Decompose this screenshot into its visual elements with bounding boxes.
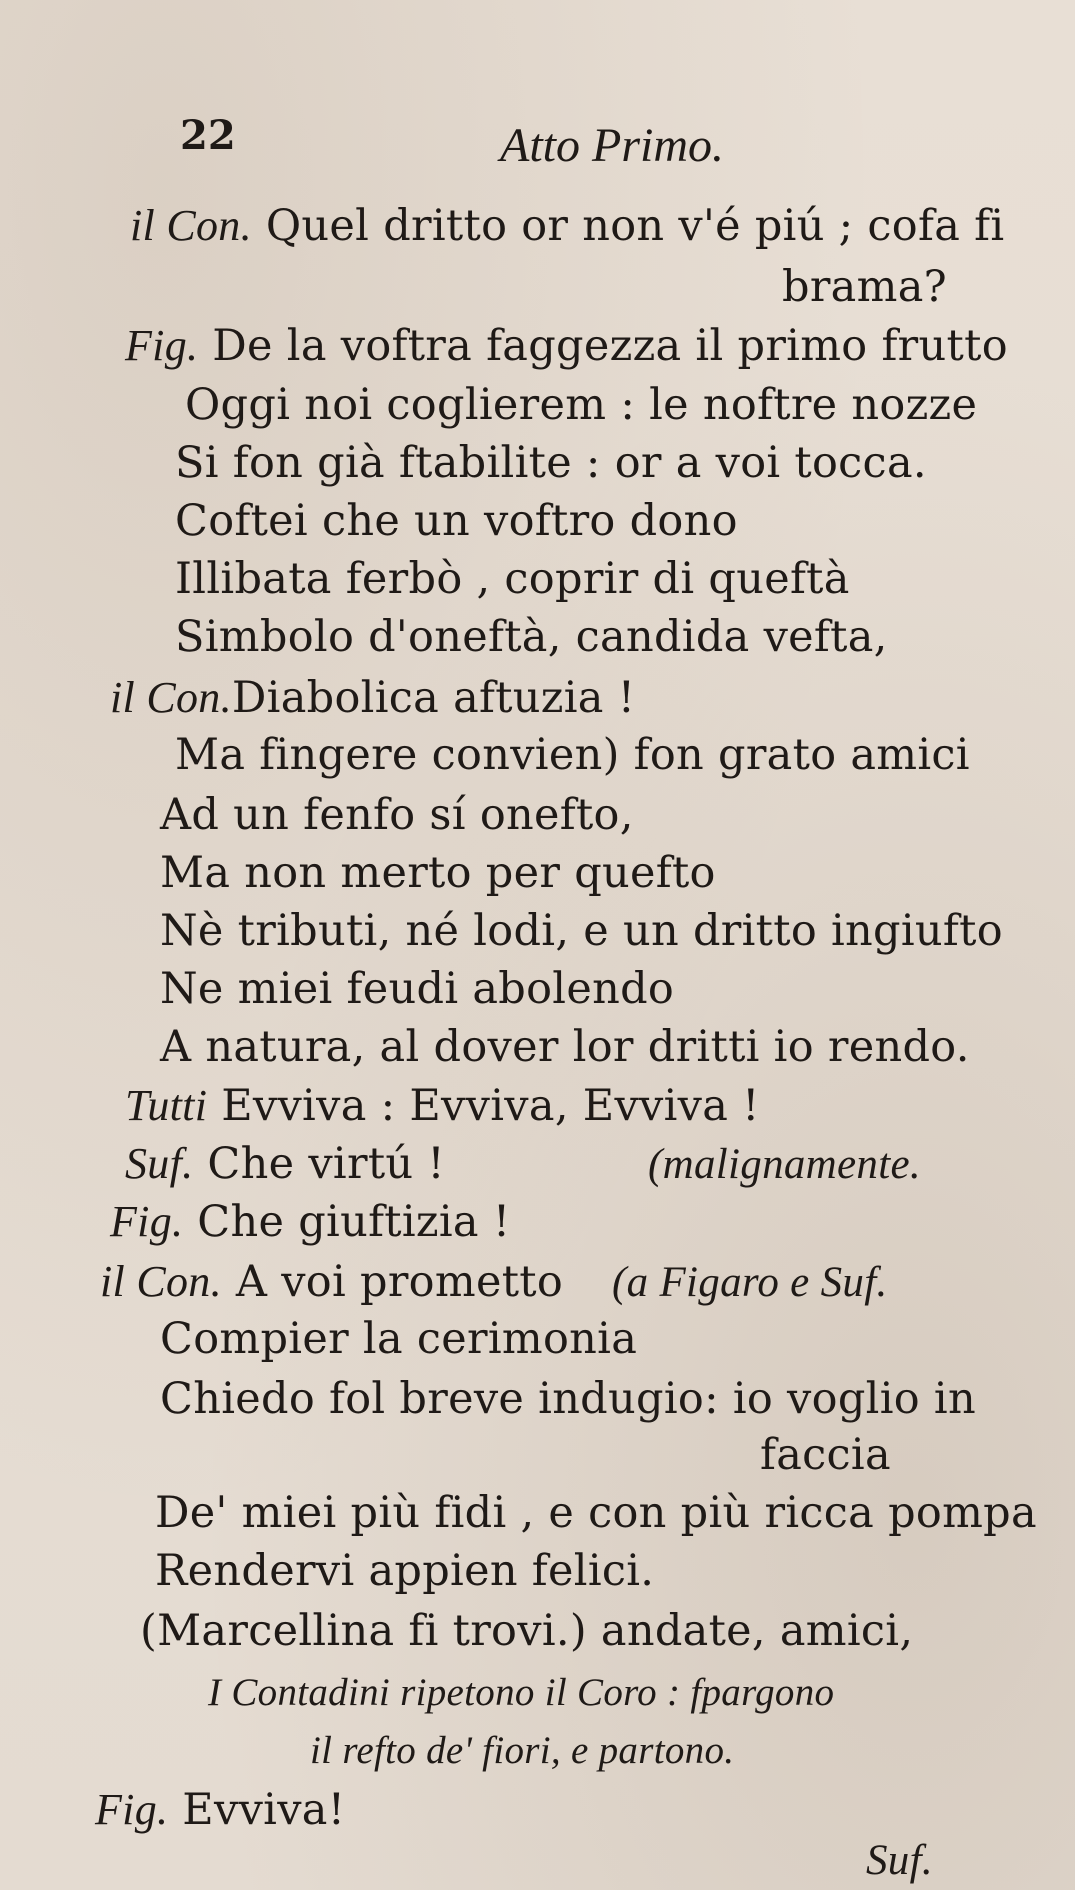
verse-line: Illibata ferbò , coprir di queftà bbox=[175, 554, 850, 604]
stage-direction: (malignamente. bbox=[648, 1141, 921, 1188]
catchword: Suf. bbox=[866, 1837, 933, 1884]
verse-text: De la voftra faggezza il primo frutto bbox=[212, 321, 1008, 371]
verse-line: brama? bbox=[782, 262, 947, 312]
page-number: 22 bbox=[180, 112, 236, 159]
verse-text: Evviva : Evviva, Evviva ! bbox=[221, 1081, 760, 1131]
verse-line: Compier la cerimonia bbox=[160, 1314, 638, 1364]
verse-line: Chiedo fol breve indugio: io voglio in bbox=[160, 1374, 976, 1424]
verse-line: Oggi noi coglierem : le noftre nozze bbox=[185, 380, 978, 430]
verse-text: Diabolica aftuzia ! bbox=[231, 673, 636, 723]
verse-text: Che virtú ! bbox=[207, 1139, 445, 1189]
verse-line: De' miei più fidi , e con più ricca pompa bbox=[155, 1488, 1037, 1538]
stage-direction: il refto de' fiori, e partono. bbox=[310, 1729, 735, 1772]
verse-text: Che giuftizia ! bbox=[197, 1197, 511, 1247]
verse-text: Evviva! bbox=[182, 1785, 346, 1835]
stage-direction: (a Figaro e Suf. bbox=[612, 1259, 888, 1306]
verse-line: Ma non merto per quefto bbox=[160, 848, 716, 898]
speaker-label: il Con. bbox=[110, 673, 232, 722]
verse-line: Si fon già ftabilite : or a voi tocca. bbox=[175, 438, 927, 488]
verse-line bbox=[110, 672, 635, 723]
speaker-label: il Con. bbox=[130, 201, 252, 250]
verse-line bbox=[100, 1256, 563, 1307]
verse-line bbox=[95, 1784, 345, 1835]
verse-line: (Marcellina fi trovi.) andate, amici, bbox=[140, 1606, 914, 1656]
verse-line: Simbolo d'oneftà, candida vefta, bbox=[175, 612, 888, 662]
speaker-label: Tutti bbox=[125, 1081, 208, 1130]
verse-line bbox=[125, 1080, 760, 1131]
verse-text: Quel dritto or non v'é piú ; cofa fi bbox=[265, 201, 1005, 251]
speaker-label: Fig. bbox=[110, 1197, 184, 1246]
verse-line bbox=[125, 320, 1008, 371]
speaker-label: Fig. bbox=[125, 321, 199, 370]
verse-line: Ne miei feudi abolendo bbox=[160, 964, 675, 1014]
verse-line: A natura, al dover lor dritti io rendo. bbox=[160, 1022, 970, 1072]
stage-direction: I Contadini ripetono il Coro : fpargono bbox=[208, 1671, 835, 1714]
verse-line: Coftei che un voftro dono bbox=[175, 496, 738, 546]
verse-line: Ma fingere convien) fon grato amici bbox=[175, 730, 970, 780]
speaker-label: Suf. bbox=[125, 1139, 194, 1188]
verse-text: A voi prometto bbox=[235, 1257, 564, 1307]
verse-line: faccia bbox=[760, 1430, 891, 1480]
verse-line: Ad un fenfo sí onefto, bbox=[160, 790, 634, 840]
running-title: Atto Primo. bbox=[500, 119, 724, 172]
verse-line bbox=[110, 1196, 510, 1247]
speaker-label: Fig. bbox=[95, 1785, 169, 1834]
verse-line bbox=[125, 1138, 445, 1189]
verse-line: Rendervi appien felici. bbox=[155, 1546, 655, 1596]
verse-line: Nè tributi, né lodi, e un dritto ingiufto bbox=[160, 906, 1003, 956]
verse-line bbox=[130, 200, 1004, 251]
speaker-label: il Con. bbox=[100, 1257, 222, 1306]
